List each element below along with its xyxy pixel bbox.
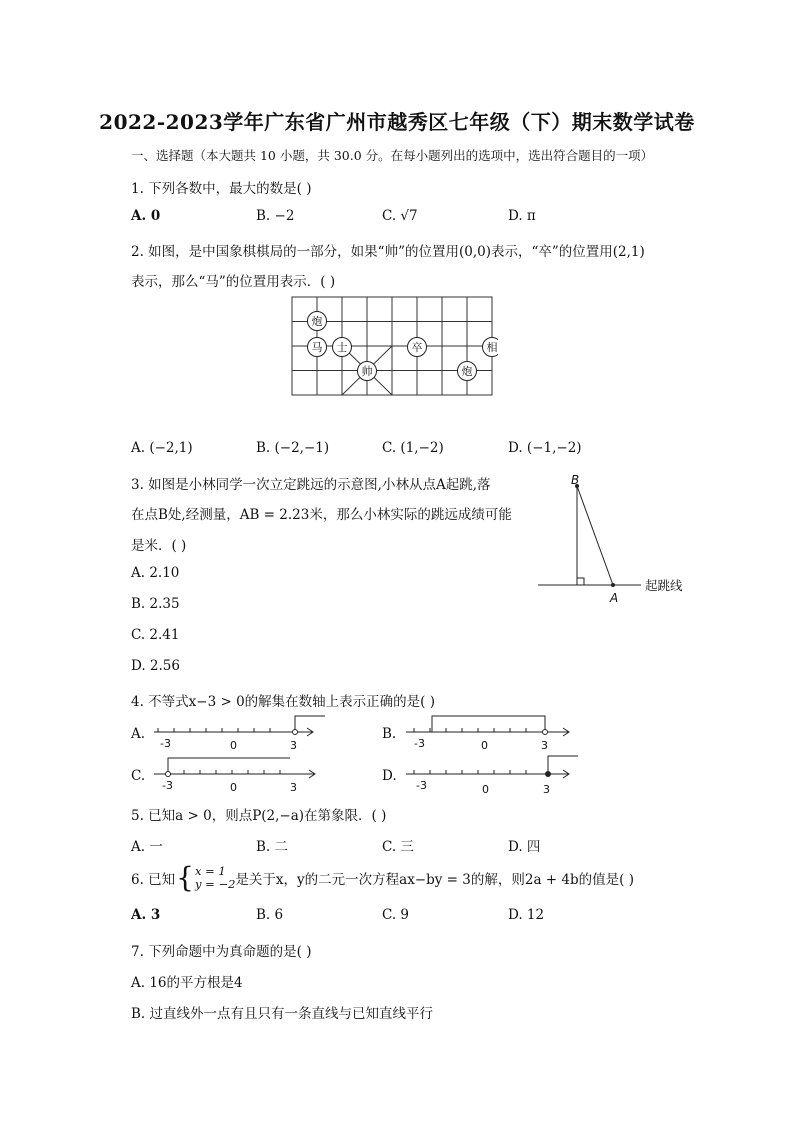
question-3-stem-line3: 是米．( ) [131,538,187,554]
q1-option-b: B. −2 [256,208,295,224]
q6-system-bottom: y = −2 [195,877,236,891]
number-line-b [402,712,580,756]
tick-label: 0 [230,739,237,752]
q2-option-d: D. (−1,−2) [508,440,582,456]
q3-option-c: C. 2.41 [131,627,180,643]
q4-option-d-label: D. [382,768,397,784]
q5-option-b: B. 二 [256,839,289,855]
q1-option-d: D. π [508,208,536,224]
q2-option-c: C. (1,−2) [382,440,444,456]
label-jump-line: 起跳线 [645,578,683,593]
q6-option-d: D. 12 [508,907,545,923]
question-5-stem: 5. 已知a > 0，则点P(2,−a)在第象限．( ) [131,808,387,824]
q6-option-a: A. 3 [131,907,161,923]
chess-board-figure [288,294,498,398]
page-title: 2022-2023学年广东省广州市越秀区七年级（下）期末数学试卷 [99,110,695,134]
q6-stem-pre: 6. 已知 [131,872,176,888]
q6-option-c: C. 9 [382,907,410,923]
question-3-stem-line1: 3. 如图是小林同学一次立定跳远的示意图,小林从点A起跳,落 [131,477,491,493]
tick-label: 3 [541,739,548,752]
tick-label: 0 [230,781,237,794]
number-line-a [150,712,328,756]
question-3-stem-line2: 在点B处,经测量，AB = 2.23米，那么小林实际的跳远成绩可能 [131,507,512,523]
long-jump-figure [535,470,695,605]
q4-option-b-label: B. [382,726,397,742]
tick-label: -3 [160,737,171,750]
tick-label: -3 [414,737,425,750]
q3-option-d: D. 2.56 [131,658,180,674]
piece-pao-left: 炮 [311,315,323,328]
q5-option-d: D. 四 [508,839,541,855]
question-2-stem-line2: 表示，那么“马”的位置用表示．( ) [131,274,336,290]
q6-system-top: x = 1 [195,864,226,878]
number-line-c [150,754,328,798]
q5-option-a: A. 一 [131,839,163,855]
q6-system [195,865,235,891]
section-header: 一、选择题（本大题共 10 小题，共 30.0 分。在每小题列出的选项中，选出符合题目的一项） [131,148,654,163]
q6-system-brace: { [176,861,194,894]
q3-option-b: B. 2.35 [131,596,180,612]
piece-shuai: 帅 [361,365,373,378]
piece-ma: 马 [311,341,323,354]
number-line-d [402,752,580,798]
piece-xiang: 相 [486,341,498,354]
piece-shi: 士 [336,341,348,354]
question-6-stem [131,861,634,894]
question-4-stem: 4. 不等式x−3 > 0的解集在数轴上表示正确的是( ) [131,694,435,710]
q4-option-c-label: C. [131,768,146,784]
question-1-stem: 1. 下列各数中，最大的数是( ) [131,181,312,197]
q2-option-a: A. (−2,1) [131,440,193,456]
question-2-stem-line1: 2. 如图，是中国象棋棋局的一部分，如果“帅”的位置用(0,0)表示，“卒”的位置用(2,1) [131,244,645,260]
piece-zu: 卒 [411,341,423,354]
tick-label: 3 [290,781,297,794]
label-a: A [610,591,619,605]
tick-label: -3 [416,779,427,792]
q1-option-c: C. √7 [382,208,418,224]
tick-label: 3 [290,739,297,752]
q7-option-a: A. 16的平方根是4 [131,975,243,991]
tick-label: 0 [481,739,488,752]
q3-option-a: A. 2.10 [131,565,180,581]
piece-pao-right: 炮 [461,365,473,378]
question-7-stem: 7. 下列命题中为真命题的是( ) [131,944,312,960]
q7-option-b: B. 过直线外一点有且只有一条直线与已知直线平行 [131,1006,434,1022]
q5-option-c: C. 三 [382,839,414,855]
q2-option-b: B. (−2,−1) [256,440,330,456]
label-b: B [571,473,580,487]
q4-option-a-label: A. [131,726,146,742]
tick-label: 0 [482,783,489,796]
q1-option-a: A. 0 [131,208,161,224]
tick-label: 3 [543,783,550,796]
tick-label: -3 [162,779,173,792]
q6-option-b: B. 6 [256,907,284,923]
q6-stem-post: 是关于x，y的二元一次方程ax−by = 3的解，则2a + 4b的值是( ) [235,872,634,888]
